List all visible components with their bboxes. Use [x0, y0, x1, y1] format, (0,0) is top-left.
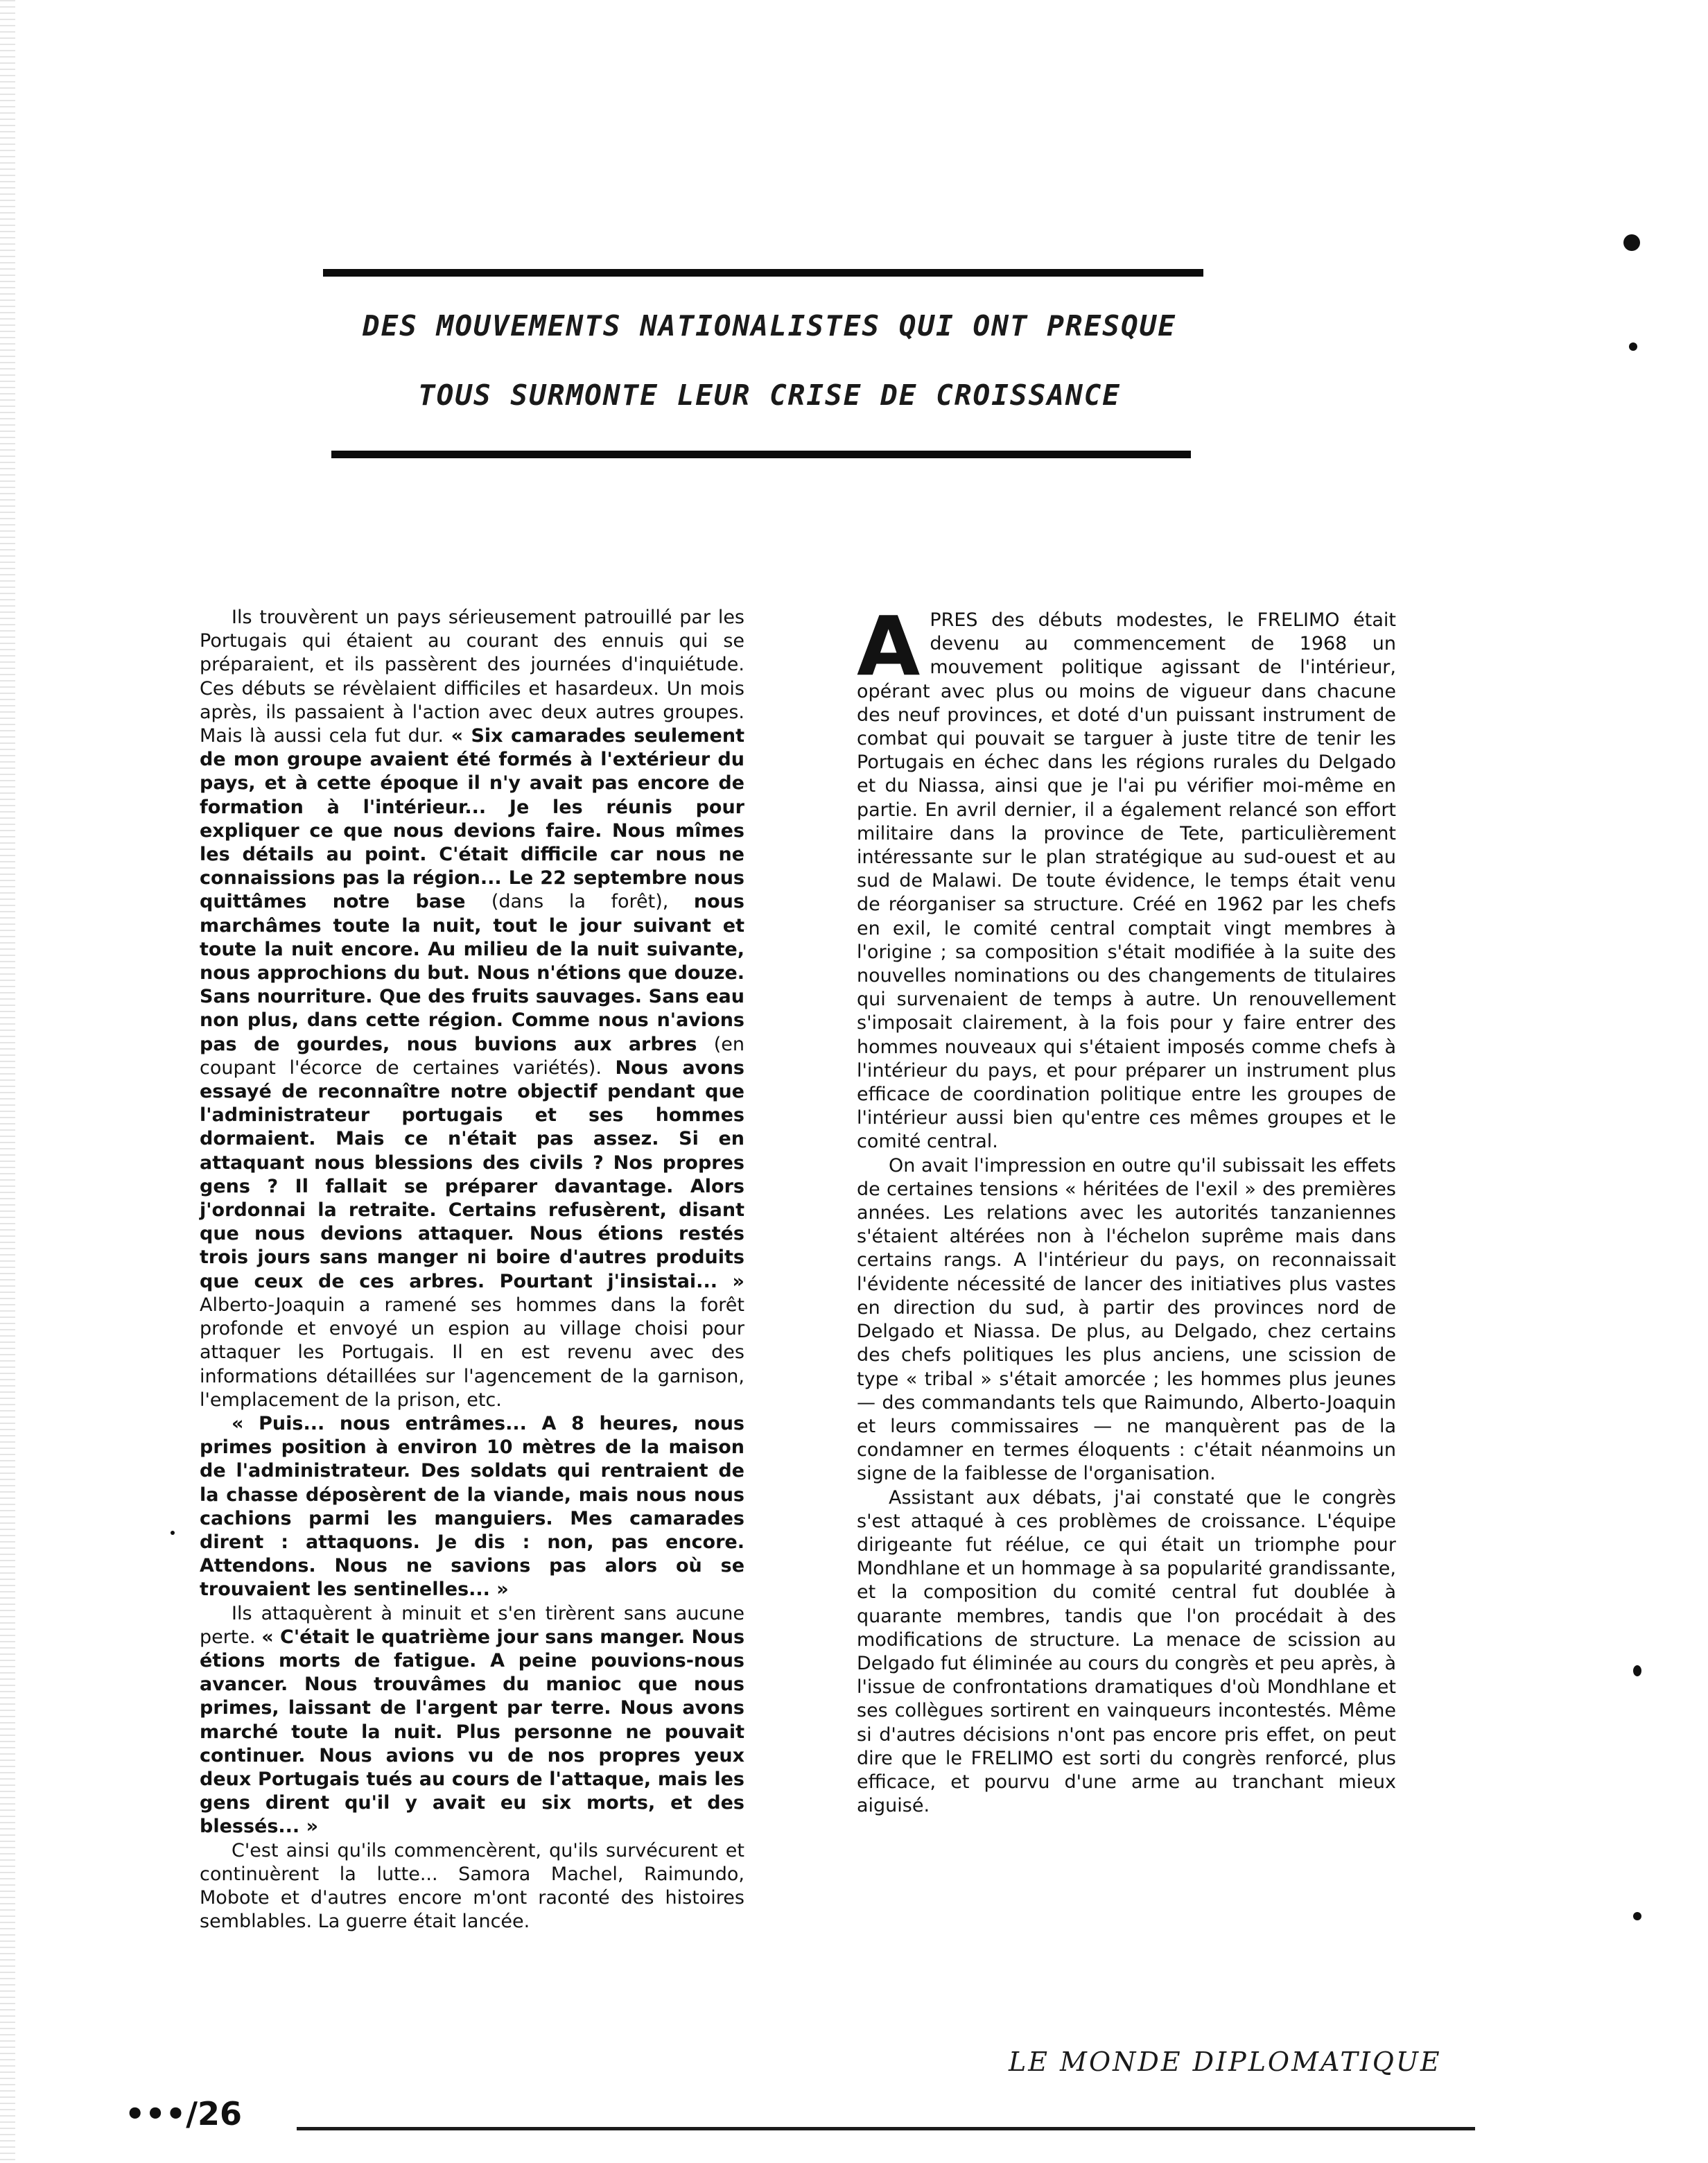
footer-rule [297, 2127, 1475, 2130]
scan-edge-noise [0, 0, 15, 2163]
right-paragraph-3: Assistant aux débats, j'ai constaté que le congrès s'est attaqué à ces problèmes de croissance. L'équipe dirigeante fut réélue, ce qui était un triomphe pour Mondhlane et un hommage à sa popularité grandissante, et la composition du comité central fut doublée à quarante membres, tandis que l'on procédait à des modifications de structure. La menace de scission au Delgado fut éliminée au cours du congrès et peu après, à l'issue de confrontations dramatiques d'où Mondhlane et ses collègues sortirent en vainqueurs incontestés. Même si d'autres décisions n'ont pas encore pris effet, on peut dire que le FRELIMO est sorti du congrès renforcé, plus efficace, et pourvu d'une arme au tranchant mieux aiguisé. [857, 1486, 1396, 1817]
left-column [200, 606, 744, 1934]
title-rule-bottom [331, 451, 1191, 458]
page-number: •••/26 [125, 2095, 243, 2132]
right-paragraph-1: APRES des débuts modestes, le FRELIMO était devenu au commencement de 1968 un mouvement politique agissant de l'intérieur, opérant avec plus ou moins de vigueur dans chacune des neuf provinces, et doté d'un puissant instrument de combat qui pouvait se targuer à juste titre de tenir les Portugais en échec dans les régions rurales du Delgado et du Niassa, ainsi que je l'ai pu vérifier moi-même en partie. En avril dernier, il a également relancé son effort militaire dans la province de Tete, particulièrement intéressante sur le plan stratégique au sud-ouest et au sud de Malawi. De toute évidence, le temps était venu de réorganiser sa structure. Créé en 1962 par les chefs en exil, le comité central comptait vingt membres à l'origine ; sa composition s'était modifiée à la suite des nouvelles nominations ou des changements de titulaires qui survenaient de temps à autre. Un renouvellement s'imposait clairement, à la fois pour y faire entrer des hommes nouveaux qui s'étaient imposés comme chefs à l'intérieur du pays, et pour préparer un instrument plus efficace de coordination politique entre les groupes de l'intérieur aussi bien qu'entre ces mêmes groupes et le comité central. [857, 598, 1396, 1153]
title-rule-top [323, 269, 1203, 277]
left-paragraph-2: « Puis... nous entrâmes... A 8 heures, nous primes position à environ 10 mètres de la maison de l'administrateur. Des soldats qui rentraient de la chasse déposèrent de la viande, mais nous nous cachions parmi les manguiers. Mes camarades dirent : attaquons. Je dis : non, pas encore. Attendons. Nous ne savions pas alors où se trouvaient les sentinelles... » [200, 1412, 744, 1601]
left-paragraph-3: Ils attaquèrent à minuit et s'en tirèrent sans aucune perte. « C'était le quatrième jour sans manger. Nous étions morts de fatigue. A peine pouvions-nous avancer. Nous trouvâmes du manioc que nous primes, laissant de l'argent par terre. Nous avons marché toute la nuit. Plus personne ne pouvait continuer. Nous avions vu de nos propres yeux deux Portugais tués au cours de l'attaque, mais les gens dirent qu'il y avait eu six morts, et des blessés... » [200, 1602, 745, 1838]
scan-speck [1633, 1912, 1641, 1920]
scan-speck [1623, 234, 1640, 251]
right-column [857, 598, 1396, 1818]
article-title-line-2: TOUS SURMONTE LEUR CRISE DE CROISSANCE [418, 379, 1121, 412]
right-paragraph-2: On avait l'impression en outre qu'il subissait les effets de certaines tensions « héritées de l'exil » des premières années. Les relations avec les autorités tanzaniennes s'étaient altérées non à l'échelon suprême mais dans certains rangs. A l'intérieur du pays, on reconnaissait l'évidente nécessité de lancer des initiatives plus vastes en direction du sud, à partir des provinces nord de Delgado et Niassa. De plus, au Delgado, chez certains des chefs politiques les plus anciens, une scission de type « tribal » s'était amorcée ; les hommes plus jeunes — des commandants tels que Raimundo, Alberto-Joaquin et leurs commissaires — ne manquèrent pas de la condamner en termes éloquents : c'était néanmoins un signe de la faiblesse de l'organisation. [857, 1154, 1396, 1485]
left-paragraph-4: C'est ainsi qu'ils commencèrent, qu'ils survécurent et continuèrent la lutte... Samora Machel, Raimundo, Mobote et d'autres encore m'ont raconté des histoires semblables. La guerre était lancée. [200, 1839, 744, 1933]
publication-name: LE MONDE DIPLOMATIQUE [1009, 2047, 1442, 2077]
scan-speck [1629, 342, 1637, 351]
scan-speck [1633, 1665, 1641, 1676]
scan-speck [171, 1531, 175, 1535]
article-title-line-1: DES MOUVEMENTS NATIONALISTES QUI ONT PRESQUE [362, 309, 1177, 342]
left-paragraph-1: Ils trouvèrent un pays sérieusement patrouillé par les Portugais qui étaient au courant des ennuis qui se préparaient, et ils passèrent des journées d'inquiétude. Ces débuts se révèlaient difficiles et hasardeux. Un mois après, ils passaient à l'action avec deux autres groupes. Mais là aussi cela fut dur. « Six camarades seulement de mon groupe avaient été formés à l'extérieur du pays, et à cette époque il n'y avait pas encore de formation à l'intérieur... Je les réunis pour expliquer ce que nous devions faire. Nous mîmes les détails au point. C'était difficile car nous ne connaissions pas la région... Le 22 septembre nous quittâmes notre base (dans la forêt), nous marchâmes toute la nuit, tout le jour suivant et toute la nuit encore. Au milieu de la nuit suivante, nous approchions du but. Nous n'étions que douze. Sans nourriture. Que des fruits sauvages. Sans eau non plus, dans cette région. Comme nous n'avions pas de gourdes, nous buvions aux arbres (en coupant l'écorce de certaines variétés). Nous avons essayé de reconnaître notre objectif pendant que l'administrateur portugais et ses hommes dormaient. Mais ce n'était pas assez. Si en attaquant nous blessions des civils ? Nos propres gens ? Il fallait se préparer davantage. Alors j'ordonnai la retraite. Certains refusèrent, disant que nous devions attaquer. Nous étions restés trois jours sans manger ni boire d'autres produits que ceux de ces arbres. Pourtant j'insistai... » Alberto-Joaquin a ramené ses hommes dans la forêt profonde et envoyé un espion au village choisi pour attaquer les Portugais. Il en est revenu avec des informations détaillées sur l'agencement de la garnison, l'emplacement de la prison, etc. [200, 607, 745, 1411]
drop-cap: A [857, 598, 921, 694]
